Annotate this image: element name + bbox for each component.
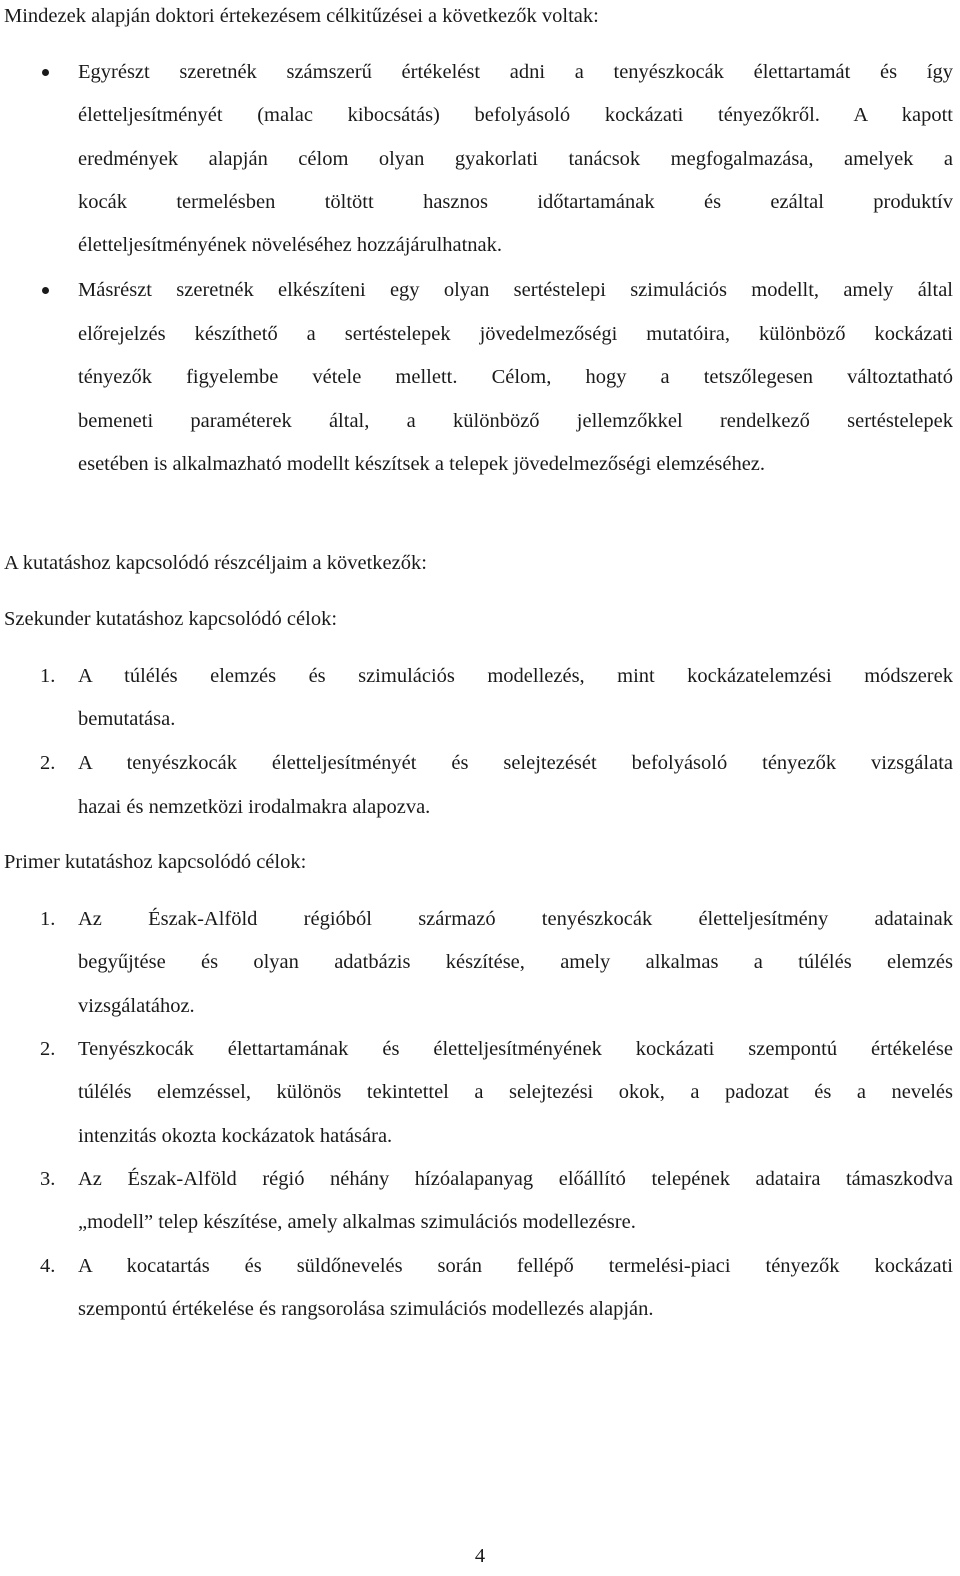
bullet-line: Egyrészt szeretnék számszerű értékelést adni a tenyészkocák élettartamát és így bbox=[78, 61, 953, 83]
bullet-line: életteljesítményének növeléséhez hozzájárulhatnak. bbox=[78, 234, 503, 256]
bullet-line: életteljesítményét (malac kibocsátás) befolyásoló kockázati tényezőkről. A kapott bbox=[78, 104, 953, 126]
subgoals-heading: A kutatáshoz kapcsolódó részcéljaim a következők: bbox=[4, 552, 427, 574]
list-line: A túlélés elemzés és szimulációs modellezés, mint kockázatelemzési módszerek bbox=[78, 665, 953, 687]
list-line: A kocatartás és süldőnevelés során fellépő termelési-piaci tényezők kockázati bbox=[78, 1255, 953, 1277]
list-line: Az Észak-Alföld régió néhány hízóalapanyag előállító telepének adataira támaszkodva bbox=[78, 1168, 953, 1190]
list-line: A tenyészkocák életteljesítményét és selejtezését befolyásoló tényezők vizsgálata bbox=[78, 752, 953, 774]
list-number: 1. bbox=[40, 665, 56, 687]
list-number: 3. bbox=[40, 1168, 56, 1190]
list-number: 1. bbox=[40, 908, 56, 930]
page-number: 4 bbox=[474, 1545, 486, 1567]
list-line: Az Észak-Alföld régióból származó tenyészkocák életteljesítmény adatainak bbox=[78, 908, 953, 930]
bullet-line: tényezők figyelembe vétele mellett. Célom, hogy a tetszőlegesen változtatható bbox=[78, 366, 953, 388]
bullet-line: bemeneti paraméterek által, a különböző jellemzőkkel rendelkező sertéstelepek bbox=[78, 410, 953, 432]
bullet-dot-icon bbox=[42, 287, 49, 294]
list-line: szempontú értékelése és rangsorolása szimulációs modellezés alapján. bbox=[78, 1298, 654, 1320]
list-number: 4. bbox=[40, 1255, 56, 1277]
list-line: hazai és nemzetközi irodalmakra alapozva. bbox=[78, 796, 431, 818]
intro-text: Mindezek alapján doktori értekezésem célkitűzései a következők voltak: bbox=[4, 5, 599, 27]
list-number: 2. bbox=[40, 752, 56, 774]
list-number: 2. bbox=[40, 1038, 56, 1060]
list-line: vizsgálatához. bbox=[78, 995, 195, 1017]
bullet-line: kocák termelésben töltött hasznos időtartamának és ezáltal produktív bbox=[78, 191, 953, 213]
bullet-line: Másrészt szeretnék elkészíteni egy olyan sertéstelepi szimulációs modellt, amely által bbox=[78, 279, 953, 301]
list-line: Tenyészkocák élettartamának és életteljesítményének kockázati szempontú értékelése bbox=[78, 1038, 953, 1060]
list-line: „modell” telep készítése, amely alkalmas szimulációs modellezésre. bbox=[78, 1211, 636, 1233]
bullet-line: előrejelzés készíthető a sertéstelepek jövedelmezőségi mutatóira, különböző kockázati bbox=[78, 323, 953, 345]
bullet-line: esetében is alkalmazható modellt készítsek a telepek jövedelmezőségi elemzéséhez. bbox=[78, 453, 766, 475]
list-line: bemutatása. bbox=[78, 708, 176, 730]
list-line: túlélés elemzéssel, különös tekintettel a selejtezési okok, a padozat és a nevelés bbox=[78, 1081, 953, 1103]
list-line: intenzitás okozta kockázatok hatására. bbox=[78, 1125, 393, 1147]
secondary-heading: Szekunder kutatáshoz kapcsolódó célok: bbox=[4, 608, 338, 630]
list-line: begyűjtése és olyan adatbázis készítése, amely alkalmas a túlélés elemzés bbox=[78, 951, 953, 973]
primary-heading: Primer kutatáshoz kapcsolódó célok: bbox=[4, 851, 307, 873]
bullet-dot-icon bbox=[42, 69, 49, 76]
bullet-line: eredmények alapján célom olyan gyakorlati tanácsok megfogalmazása, amelyek a bbox=[78, 148, 953, 170]
